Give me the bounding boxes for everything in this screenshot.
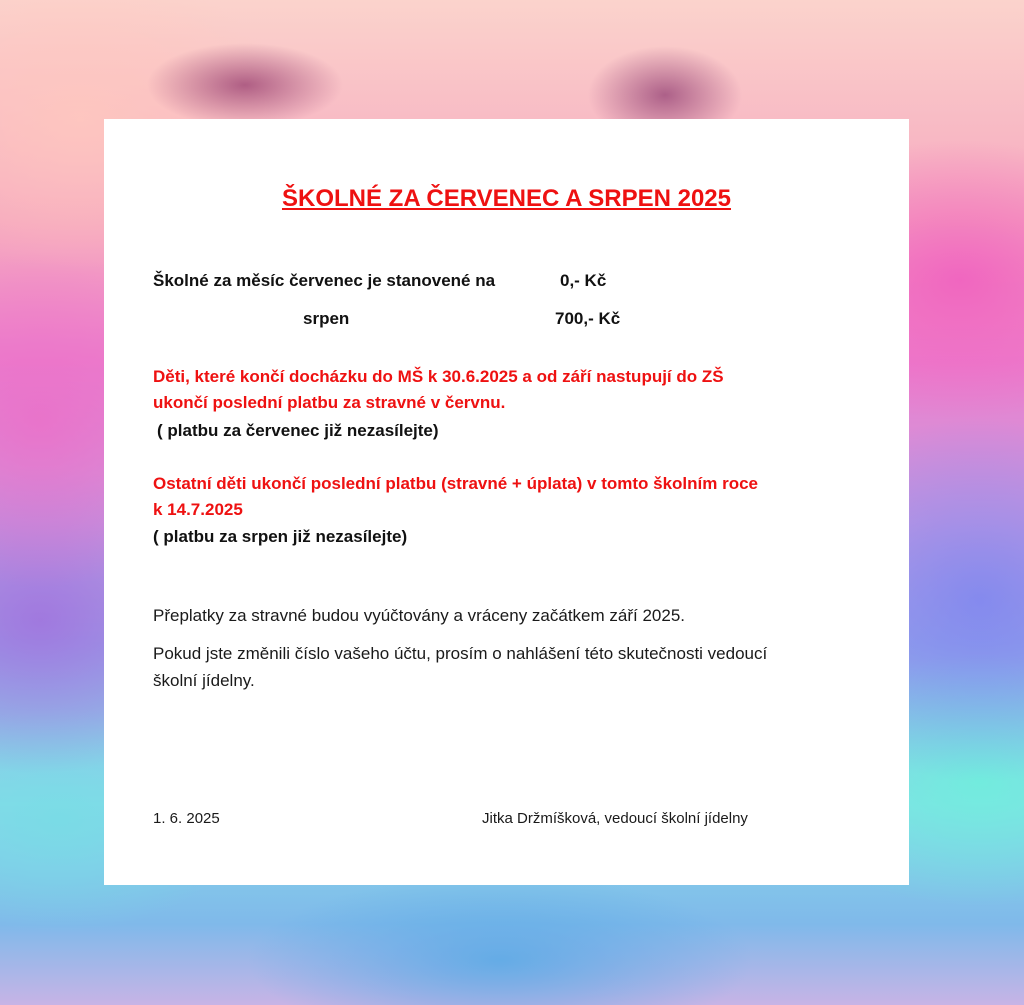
overpayments-text: Přeplatky za stravné budou vyúčtovány a vráceny začátkem září 2025. [153,606,685,625]
red-block-2-line-1: Ostatní děti ukončí poslední platbu (stravné + úplata) v tomto školním roce [153,474,759,493]
red-block-1-line-1: Děti, které končí docházku do MŠ k 30.6.2025 a od září nastupují do ZŠ [153,367,724,386]
red-block-2-line-2: k 14.7.2025 [153,500,243,519]
red-block-1-note: ( platbu za červenec již nezasílejte) [157,421,439,440]
fee-month-august: srpen [303,309,350,328]
signature: Jitka Držmíšková, vedoucí školní jídelny [482,810,748,827]
fee-july-amount: 0,- Kč [560,271,607,290]
notice-card [104,119,909,885]
red-block-2-note: ( platbu za srpen již nezasílejte) [153,527,408,546]
fee-august-amount: 700,- Kč [555,309,621,328]
notice-date: 1. 6. 2025 [153,810,220,827]
notice-title: ŠKOLNÉ ZA ČERVENEC A SRPEN 2025 [281,185,731,212]
account-change-line-1: Pokud jste změnili číslo vašeho účtu, prosím o nahlášení této skutečnosti vedoucí [153,644,768,663]
fee-intro: Školné za měsíc červenec je stanovené na [153,271,496,290]
account-change-line-2: školní jídelny. [153,671,255,690]
red-block-1-line-2: ukončí poslední platbu za stravné v červnu. [153,393,506,412]
